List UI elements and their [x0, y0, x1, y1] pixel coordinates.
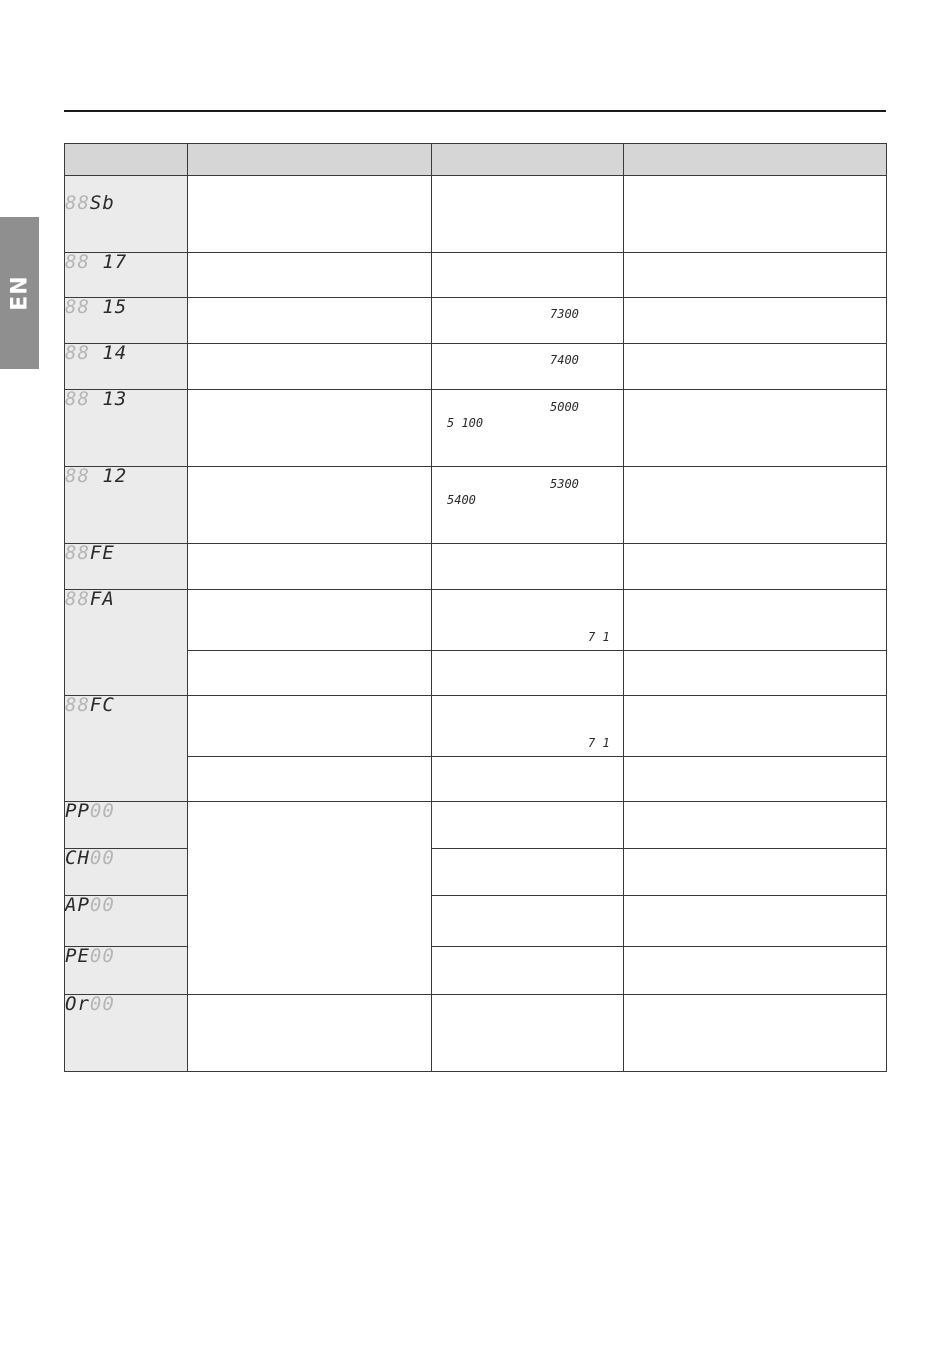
display-code: 88 15	[65, 298, 188, 344]
display-code: 88FC	[65, 696, 188, 802]
table-cell	[624, 757, 887, 802]
table-cell	[432, 757, 624, 802]
language-tab	[0, 217, 39, 369]
table-row	[65, 344, 887, 390]
table-cell	[432, 253, 624, 298]
table-cell	[432, 849, 624, 896]
table-cell	[188, 757, 432, 802]
display-value: 7400	[550, 353, 579, 367]
table-row	[65, 651, 887, 696]
table-row	[65, 467, 887, 544]
table-cell	[624, 253, 887, 298]
display-value: 7300	[550, 307, 579, 321]
table-cell	[432, 696, 624, 757]
table-cell	[188, 544, 432, 590]
header-cell-code	[65, 144, 188, 176]
table-cell	[432, 390, 624, 467]
display-value: 7 1	[588, 630, 610, 644]
table-cell	[624, 176, 887, 253]
table-cell	[432, 995, 624, 1072]
table-cell	[624, 467, 887, 544]
display-code: 88 12	[65, 467, 188, 544]
table-cell	[188, 651, 432, 696]
table-row	[65, 544, 887, 590]
table-cell	[188, 253, 432, 298]
table-cell	[188, 696, 432, 757]
table-cell	[188, 802, 432, 995]
display-code: PP00	[65, 802, 188, 849]
table-cell	[188, 176, 432, 253]
table-cell	[432, 896, 624, 947]
table-cell	[624, 544, 887, 590]
table-cell	[432, 544, 624, 590]
table-cell	[188, 344, 432, 390]
display-code: 88Sb	[65, 176, 188, 253]
display-value: 5300	[550, 477, 579, 491]
table-cell	[432, 176, 624, 253]
table-cell	[432, 802, 624, 849]
display-value: 5400	[447, 493, 476, 507]
table-row	[65, 298, 887, 344]
table-row	[65, 253, 887, 298]
display-code: PE00	[65, 947, 188, 995]
display-code: Or00	[65, 995, 188, 1072]
table-cell	[624, 947, 887, 995]
table-cell	[188, 590, 432, 651]
table-cell	[624, 849, 887, 896]
table-cell	[624, 995, 887, 1072]
display-code: CH00	[65, 849, 188, 896]
fault-code-table	[64, 143, 887, 1072]
display-value: 5 100	[447, 416, 484, 430]
table-row	[65, 696, 887, 757]
header-cell-remedy	[624, 144, 887, 176]
table-row	[65, 176, 887, 253]
display-code: 88 13	[65, 390, 188, 467]
table-row	[65, 757, 887, 802]
table-cell	[432, 651, 624, 696]
table-cell	[188, 390, 432, 467]
top-rule	[64, 110, 886, 112]
display-code: 88 14	[65, 344, 188, 390]
display-value: 5000	[550, 400, 579, 414]
table-header-row	[65, 144, 887, 176]
table-cell	[432, 947, 624, 995]
table-cell	[432, 298, 624, 344]
display-code: AP00	[65, 896, 188, 947]
display-code: 88FE	[65, 544, 188, 590]
table-row	[65, 802, 887, 849]
display-code: 88 17	[65, 253, 188, 298]
language-tab-label: EN	[7, 275, 32, 311]
table-cell	[624, 651, 887, 696]
table-cell	[432, 467, 624, 544]
table-cell	[624, 390, 887, 467]
table-row	[65, 590, 887, 651]
header-cell-description	[188, 144, 432, 176]
table-cell	[624, 802, 887, 849]
display-code: 88FA	[65, 590, 188, 696]
table-cell	[624, 298, 887, 344]
table-row	[65, 390, 887, 467]
table-row	[65, 995, 887, 1072]
table-cell	[188, 995, 432, 1072]
table-cell	[432, 344, 624, 390]
table-cell	[624, 590, 887, 651]
table-cell	[188, 467, 432, 544]
table-cell	[624, 344, 887, 390]
table-cell	[624, 896, 887, 947]
table-cell	[624, 696, 887, 757]
display-value: 7 1	[588, 736, 610, 750]
table-cell	[188, 298, 432, 344]
header-cell-detail	[432, 144, 624, 176]
table-cell	[432, 590, 624, 651]
